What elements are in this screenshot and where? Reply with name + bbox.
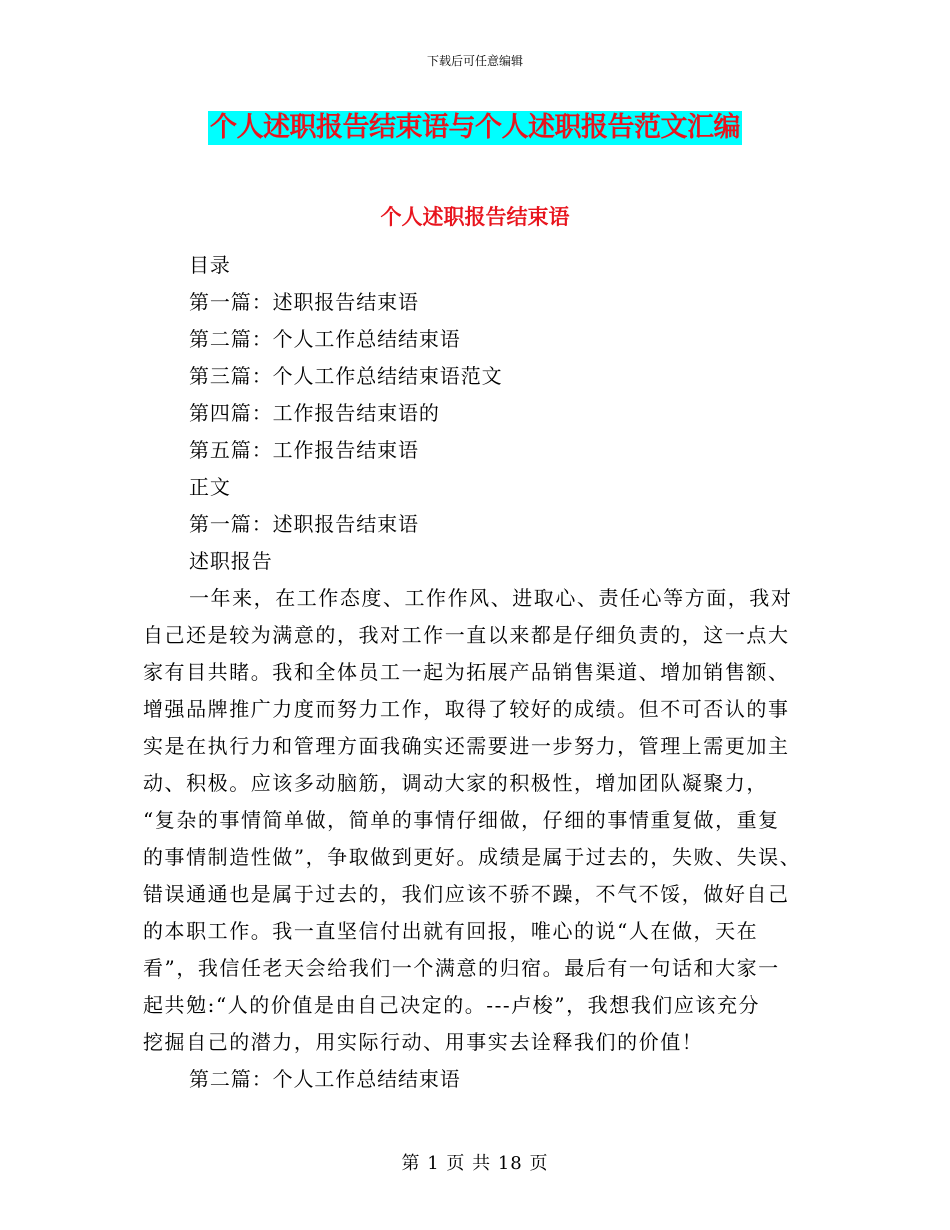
paragraph-line: 实是在执行力和管理方面我确实还需要进一步努力，管理上需更加主 — [143, 734, 790, 758]
header-note: 下载后可任意编辑 — [426, 54, 523, 68]
paragraph-line: 的事情制造性做”，争取做到更好。成绩是属于过去的，失败、失误、 — [143, 845, 802, 869]
paragraph-line: 挖掘自己的潜力，用实际行动、用事实去诠释我们的价值！ — [143, 1030, 704, 1054]
toc-item: 第三篇：个人工作总结结束语范文 — [189, 364, 503, 388]
paragraph-line: 动、积极。应该多动脑筋，调动大家的积极性，增加团队凝聚力， — [143, 771, 768, 795]
paragraph-line: 看”，我信任老天会给我们一个满意的归宿。最后有一句话和大家一 — [143, 956, 780, 980]
body-heading: 正文 — [189, 475, 231, 499]
paragraph-line: 错误通通也是属于过去的，我们应该不骄不躁，不气不馁，做好自己 — [143, 882, 790, 906]
paragraph-line: “复杂的事情简单做，简单的事情仔细做，仔细的事情重复做，重复 — [143, 808, 780, 832]
main-title-container — [0, 111, 950, 145]
toc-heading: 目录 — [189, 253, 231, 277]
page-footer: 第 1 页 共 18 页 — [401, 1153, 549, 1174]
paragraph-line: 的本职工作。我一直坚信付出就有回报，唯心的说“人在做，天在 — [143, 919, 759, 943]
document-body — [143, 247, 815, 1098]
paragraph-line: 一年来，在工作态度、工作作风、进取心、责任心等方面，我对 — [189, 586, 793, 610]
section-title: 第二篇：个人工作总结结束语 — [189, 1067, 461, 1091]
paragraph-line: 自己还是较为满意的，我对工作一直以来都是仔细负责的，这一点大 — [143, 623, 790, 647]
toc-item: 第五篇：工作报告结束语 — [189, 438, 419, 462]
paragraph-line: 起共勉:“人的价值是由自己决定的。---卢梭”，我想我们应该充分 — [143, 993, 761, 1017]
toc-item: 第一篇：述职报告结束语 — [189, 290, 419, 314]
section-title: 第一篇：述职报告结束语 — [189, 512, 419, 536]
sub-title: 个人述职报告结束语 — [380, 205, 570, 229]
toc-item: 第二篇：个人工作总结结束语 — [189, 327, 461, 351]
main-title: 个人述职报告结束语与个人述职报告范文汇编 — [210, 112, 740, 143]
section-subheading: 述职报告 — [189, 549, 273, 573]
toc-item: 第四篇：工作报告结束语的 — [189, 401, 440, 425]
paragraph-line: 增强品牌推广力度而努力工作，取得了较好的成绩。但不可否认的事 — [143, 697, 790, 721]
paragraph-line: 家有目共睹。我和全体员工一起为拓展产品销售渠道、增加销售额、 — [143, 660, 790, 684]
